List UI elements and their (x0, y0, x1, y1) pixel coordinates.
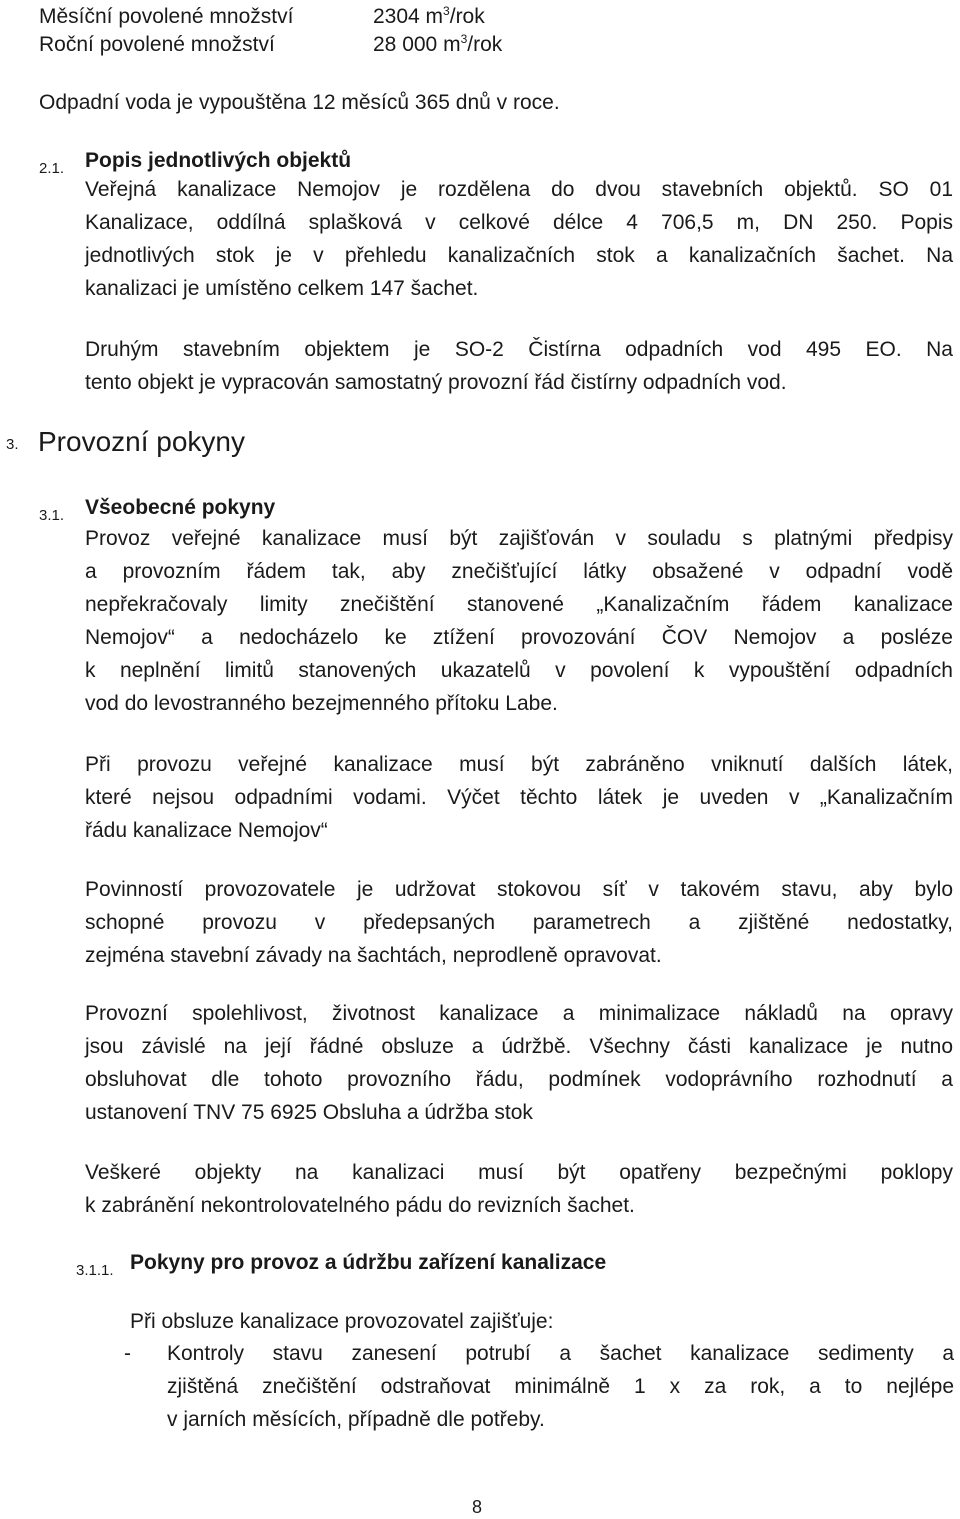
yearly-value-number: 28 000 m (373, 33, 461, 56)
section-3-1-number: 3.1. (39, 507, 65, 524)
section-3-1-paragraph-5 (85, 1156, 953, 1222)
section-2-1-paragraph-1 (85, 173, 953, 305)
paragraph-line: kanalizaci je umístěno celkem 147 šachet. (85, 277, 479, 300)
paragraph-line: řádu kanalizace Nemojov“ (85, 819, 328, 842)
section-2-1-number: 2.1. (39, 160, 65, 177)
yearly-value-exponent: 3 (460, 32, 468, 46)
paragraph-line: zejména stavební závady na šachtách, neprodleně opravovat. (85, 944, 662, 967)
section-3-number: 3. (6, 436, 19, 453)
paragraph-line: k zabránění nekontrolovatelného pádu do revizních šachet. (85, 1194, 635, 1217)
paragraph-line: jednotlivých stok je v přehledu kanalizačních stok a kanalizačních šachet. Na (85, 244, 953, 267)
paragraph-line: Provozní spolehlivost, životnost kanalizace a minimalizace nákladů na opravy (85, 1002, 953, 1025)
paragraph-line: schopné provozu v předepsaných parametrech a zjištěné nedostatky, (85, 911, 953, 934)
paragraph-line: obsluhovat dle tohoto provozního řádu, podmínek vodoprávního rozhodnutí a (85, 1068, 953, 1091)
section-2-1-paragraph-2 (85, 333, 953, 399)
paragraph-line: Provoz veřejné kanalizace musí být zajišťován v souladu s platnými předpisy (85, 527, 953, 550)
paragraph-line: a provozním řádem tak, aby znečišťující látky obsažené v odpadní vodě (85, 560, 953, 583)
section-2-1-title: Popis jednotlivých objektů (85, 149, 352, 172)
yearly-allowance-label: Roční povolené množství (39, 33, 275, 56)
paragraph-line: Povinností provozovatele je udržovat stokovou síť v takovém stavu, aby bylo (85, 878, 953, 901)
section-3-1-1-title: Pokyny pro provoz a údržbu zařízení kanalizace (130, 1251, 607, 1274)
paragraph-line: ustanovení TNV 75 6925 Obsluha a údržba stok (85, 1101, 533, 1124)
paragraph-line: k neplnění limitů stanovených ukazatelů v povolení k vypouštění odpadních (85, 659, 953, 682)
section-3-1-1-number: 3.1.1. (76, 1262, 114, 1279)
section-3-1-paragraph-2 (85, 748, 953, 847)
section-3-1-title: Všeobecné pokyny (85, 496, 276, 519)
paragraph-line: vod do levostranného bezejmenného přítoku Labe. (85, 692, 558, 715)
paragraph-line: Veřejná kanalizace Nemojov je rozdělena do dvou stavebních objektů. SO 01 (85, 178, 953, 201)
bullet-line: Kontroly stavu zanesení potrubí a šachet kanalizace sedimenty a (167, 1342, 954, 1365)
monthly-value-number: 2304 m (373, 5, 444, 28)
monthly-value-exponent: 3 (443, 4, 450, 18)
paragraph-line: nepřekračovaly limity znečištění stanovené „Kanalizačním řádem kanalizace (85, 593, 953, 616)
section-3-title: Provozní pokyny (38, 426, 245, 457)
paragraph-line: jsou závislé na její řádné obsluze a údržbě. Všechny části kanalizace je nutno (85, 1035, 953, 1058)
bullet-marker: - (124, 1342, 131, 1365)
bullet-item (167, 1337, 954, 1436)
paragraph-line: Nemojov“ a nedocházelo ke ztížení provozování ČOV Nemojov a posléze (85, 626, 953, 649)
section-3-1-paragraph-3 (85, 873, 953, 972)
section-3-1-paragraph-4 (85, 997, 953, 1129)
page-number: 8 (472, 1497, 483, 1517)
yearly-allowance-value (373, 28, 502, 61)
section-3-1-1-intro: Při obsluze kanalizace provozovatel zajišťuje: (130, 1310, 554, 1333)
section-3-1-paragraph-1 (85, 522, 953, 720)
discharge-note: Odpadní voda je vypouštěna 12 měsíců 365 dnů v roce. (39, 91, 560, 114)
paragraph-line: které nejsou odpadními vodami. Výčet těchto látek je uveden v „Kanalizačním (85, 786, 953, 809)
monthly-value-unit: /rok (449, 5, 485, 28)
yearly-value-unit: /rok (467, 33, 503, 56)
paragraph-line: Při provozu veřejné kanalizace musí být zabráněno vniknutí dalších látek, (85, 753, 953, 776)
monthly-allowance-label: Měsíční povolené množství (39, 5, 294, 28)
paragraph-line: Veškeré objekty na kanalizaci musí být opatřeny bezpečnými poklopy (85, 1161, 953, 1184)
paragraph-line: Kanalizace, oddílná splašková v celkové délce 4 706,5 m, DN 250. Popis (85, 211, 953, 234)
paragraph-line: tento objekt je vypracován samostatný provozní řád čistírny odpadních vod. (85, 371, 787, 394)
bullet-line: v jarních měsících, případně dle potřeby. (167, 1408, 545, 1431)
bullet-line: zjištěná znečištění odstraňovat minimálně 1 x za rok, a to nejlépe (167, 1375, 954, 1398)
paragraph-line: Druhým stavebním objektem je SO-2 Čistírna odpadních vod 495 EO. Na (85, 338, 953, 361)
